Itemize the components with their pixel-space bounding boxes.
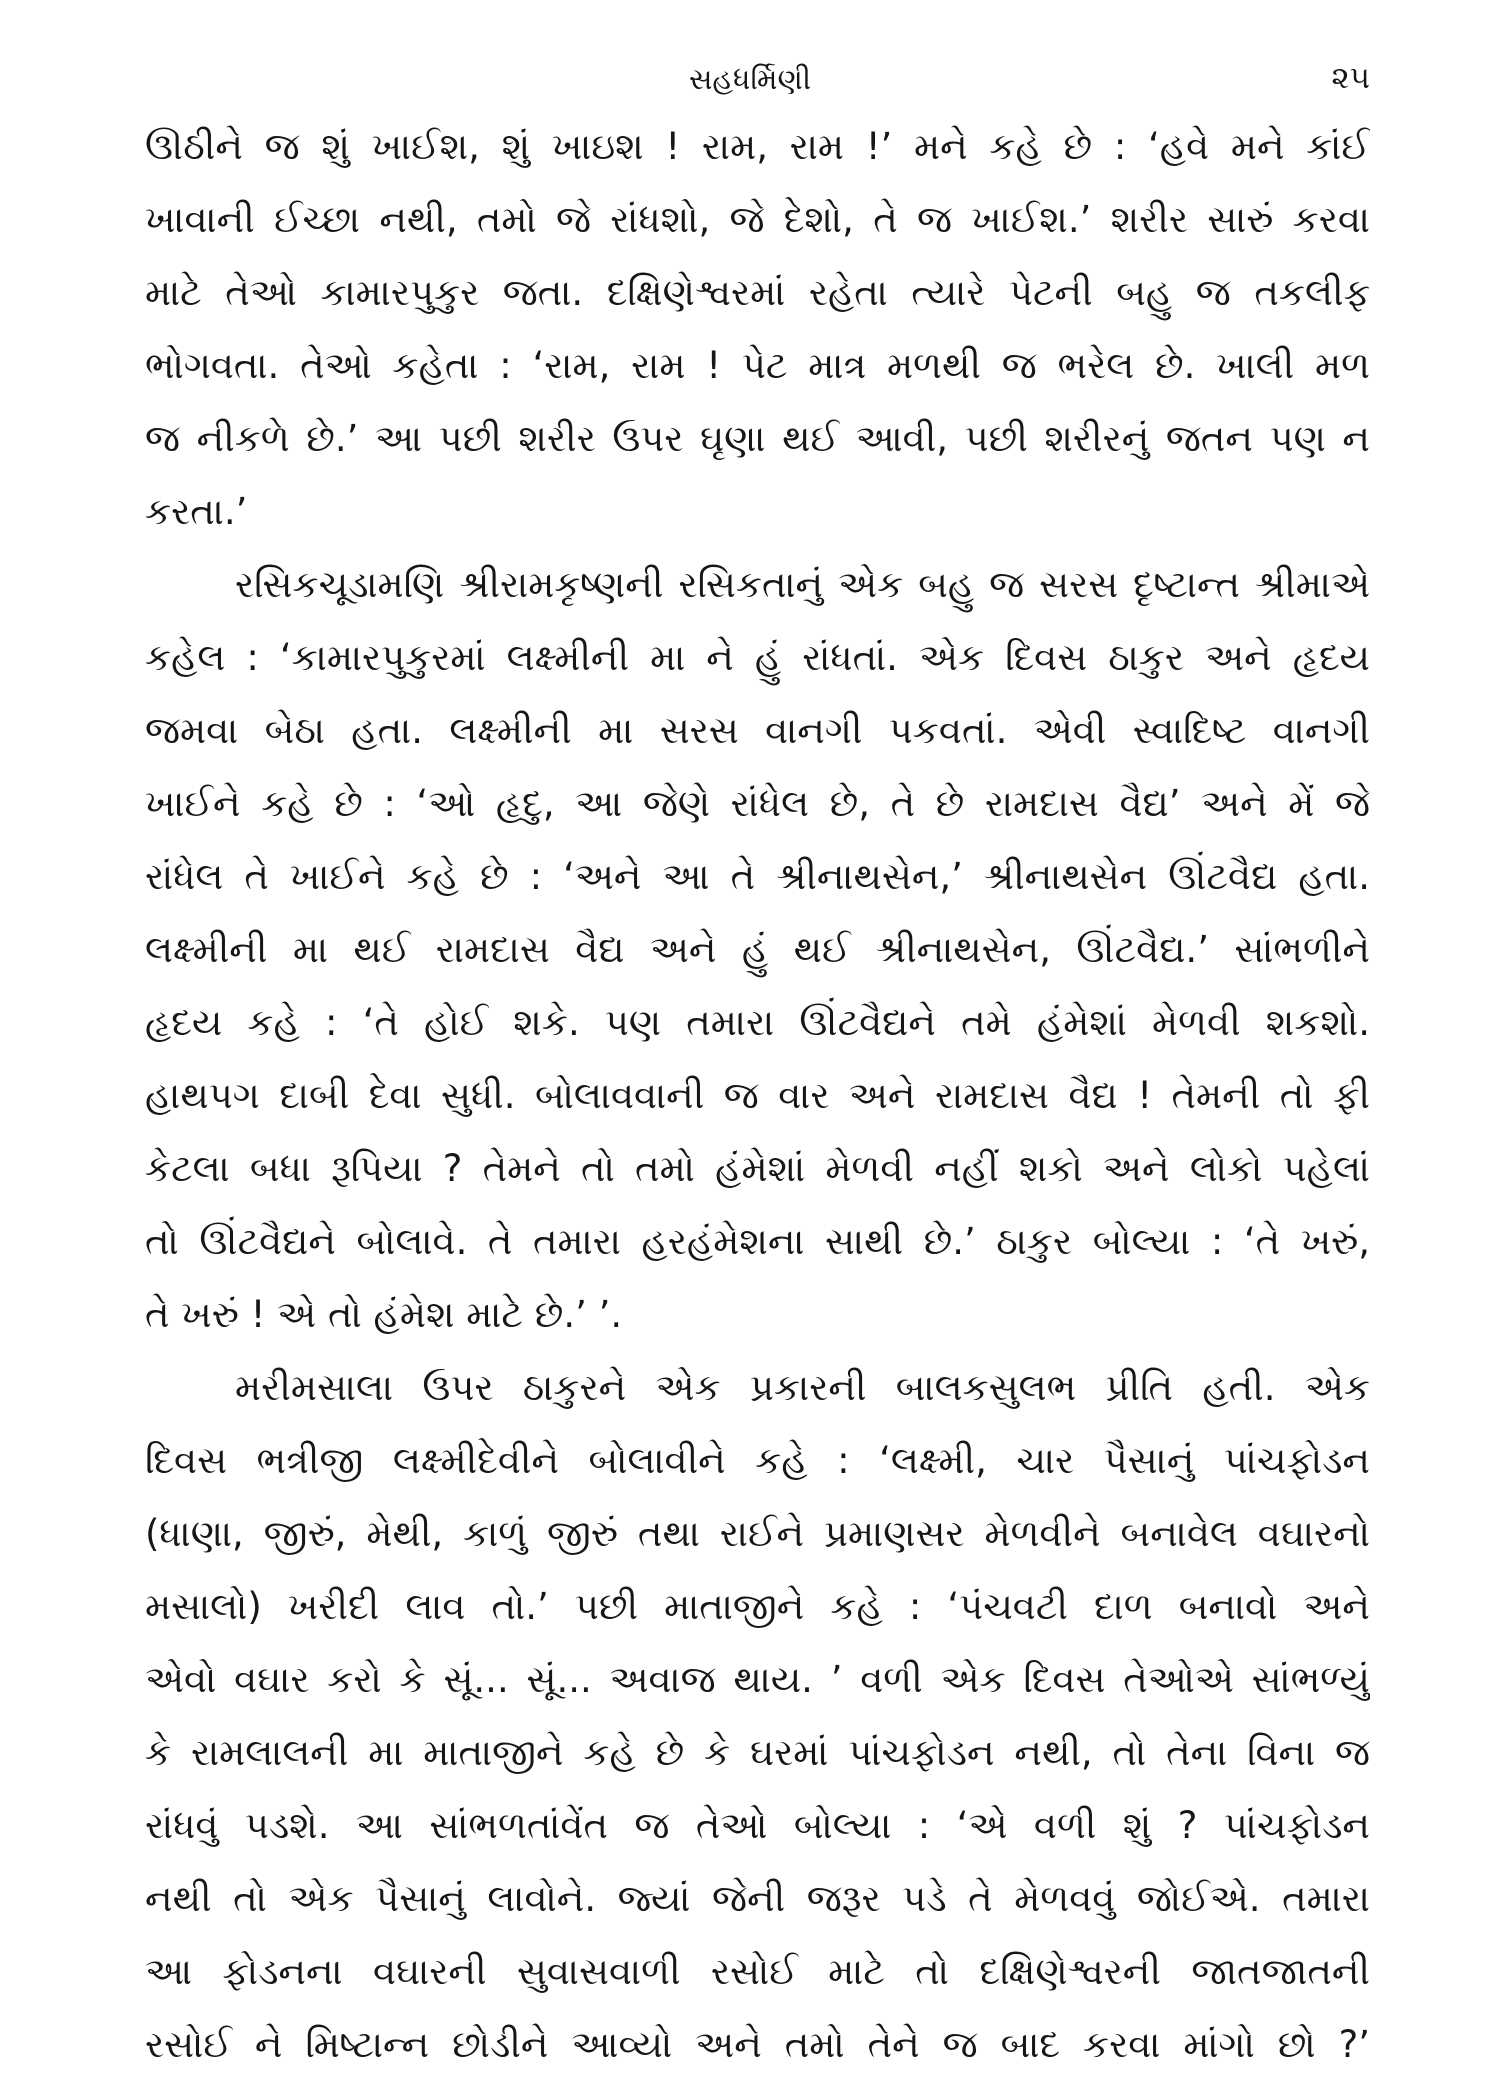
text-line: હાથપગ દાબી દેવા સુધી. બોલાવવાની જ વાર અને રામદાસ વૈદ્ય ! તેમની તો ફી [145, 1074, 1370, 1117]
text-line: કહેલ : ‘કામારપુકુરમાં લક્ષ્મીની મા ને હું રાંધતાં. એક દિવસ ઠાકુર અને હૃદય [145, 636, 1370, 679]
text-line: મસાલો) ખરીદી લાવ તો.’ પછી માતાજીને કહે : ‘પંચવટી દાળ બનાવો અને [145, 1585, 1370, 1628]
text-line: નથી તો એક પૈસાનું લાવોને. જ્યાં જેની જરૂર પડે તે મેળવવું જોઈએ. તમારા [145, 1877, 1370, 1920]
body-text [145, 110, 1370, 2081]
paragraph-start-line: રસિકચૂડામણિ શ્રીરામકૃષ્ણની રસિકતાનું એક બહુ જ સરસ દૃષ્ટાન્ત શ્રીમાએ [235, 563, 1370, 606]
text-line: તે ખરું ! એ તો હંમેશ માટે છે.’ ’. [145, 1293, 623, 1336]
text-line: રાંધેલ તે ખાઈને કહે છે : ‘અને આ તે શ્રીનાથસેન,’ શ્રીનાથસેન ઊંટવૈદ્ય હતા. [145, 855, 1370, 898]
text-line: લક્ષ્મીની મા થઈ રામદાસ વૈદ્ય અને હું થઈ શ્રીનાથસેન, ઊંટવૈદ્ય.’ સાંભળીને [145, 928, 1370, 971]
text-line: કરતા.’ [145, 490, 248, 533]
text-line: ખાઈને કહે છે : ‘ઓ હૃદુ, આ જેણે રાંધેલ છે, તે છે રામદાસ વૈદ્ય’ અને મેં જે [145, 782, 1370, 825]
text-line: તો ઊંટવૈદ્યને બોલાવે. તે તમારા હરહંમેશના સાથી છે.’ ઠાકુર બોલ્યા : ‘તે ખરું, [145, 1220, 1370, 1263]
paragraph-start-line: મરીમસાલા ઉપર ઠાકુરને એક પ્રકારની બાલકસુલભ પ્રીતિ હતી. એક [235, 1366, 1370, 1409]
text-line: ઊઠીને જ શું ખાઈશ, શું ખાઇશ ! રામ, રામ !’ મને કહે છે : ‘હવે મને કાંઈ [145, 125, 1370, 168]
text-line: દિવસ ભત્રીજી લક્ષ્મીદેવીને બોલાવીને કહે : ‘લક્ષ્મી, ચાર પૈસાનું પાંચફોડન [145, 1439, 1370, 1482]
running-title: સહધર્મિણી [688, 62, 812, 96]
text-line: જમવા બેઠા હતા. લક્ષ્મીની મા સરસ વાનગી પકવતાં. એવી સ્વાદિષ્ટ વાનગી [145, 709, 1370, 752]
text-line: ખાવાની ઈચ્છા નથી, તમો જે રાંધશો, જે દેશો, તે જ ખાઈશ.’ શરીર સારું કરવા [145, 198, 1370, 241]
text-line: કેટલા બધા રૂપિયા ? તેમને તો તમો હંમેશાં મેળવી નહીં શકો અને લોકો પહેલાં [145, 1147, 1370, 1190]
text-line: રાંધવું પડશે. આ સાંભળતાંવેંત જ તેઓ બોલ્યા : ‘એ વળી શું ? પાંચફોડન [145, 1804, 1370, 1847]
text-line: આ ફોડનના વઘારની સુવાસવાળી રસોઈ માટે તો દક્ષિણેશ્વરની જાતજાતની [145, 1950, 1370, 1993]
text-line: એવો વઘાર કરો કે સૂં... સૂં... અવાજ થાય. ’ વળી એક દિવસ તેઓએ સાંભળ્યું [145, 1658, 1370, 1701]
text-line: હૃદય કહે : ‘તે હોઈ શકે. પણ તમારા ઊંટવૈદ્યને તમે હંમેશાં મેળવી શકશો. [145, 1001, 1370, 1044]
page-number: ૨૫ [1331, 60, 1370, 96]
text-line: કે રામલાલની મા માતાજીને કહે છે કે ઘરમાં પાંચફોડન નથી, તો તેના વિના જ [145, 1731, 1370, 1774]
text-line: જ નીકળે છે.’ આ પછી શરીર ઉપર ઘૃણા થઈ આવી, પછી શરીરનું જતન પણ ન [145, 417, 1370, 460]
text-line: (ધાણા, જીરું, મેથી, કાળું જીરું તથા રાઈને પ્રમાણસર મેળવીને બનાવેલ વઘારનો [145, 1512, 1370, 1555]
text-line: ભોગવતા. તેઓ કહેતા : ‘રામ, રામ ! પેટ માત્ર મળથી જ ભરેલ છે. ખાલી મળ [145, 344, 1370, 387]
text-line: માટે તેઓ કામારપુકુર જતા. દક્ષિણેશ્વરમાં રહેતા ત્યારે પેટની બહુ જ તકલીફ [145, 271, 1370, 314]
text-line: રસોઈ ને મિષ્ટાન્ન છોડીને આવ્યો અને તમો તેને જ બાદ કરવા માંગો છો ?’ [145, 2023, 1370, 2066]
